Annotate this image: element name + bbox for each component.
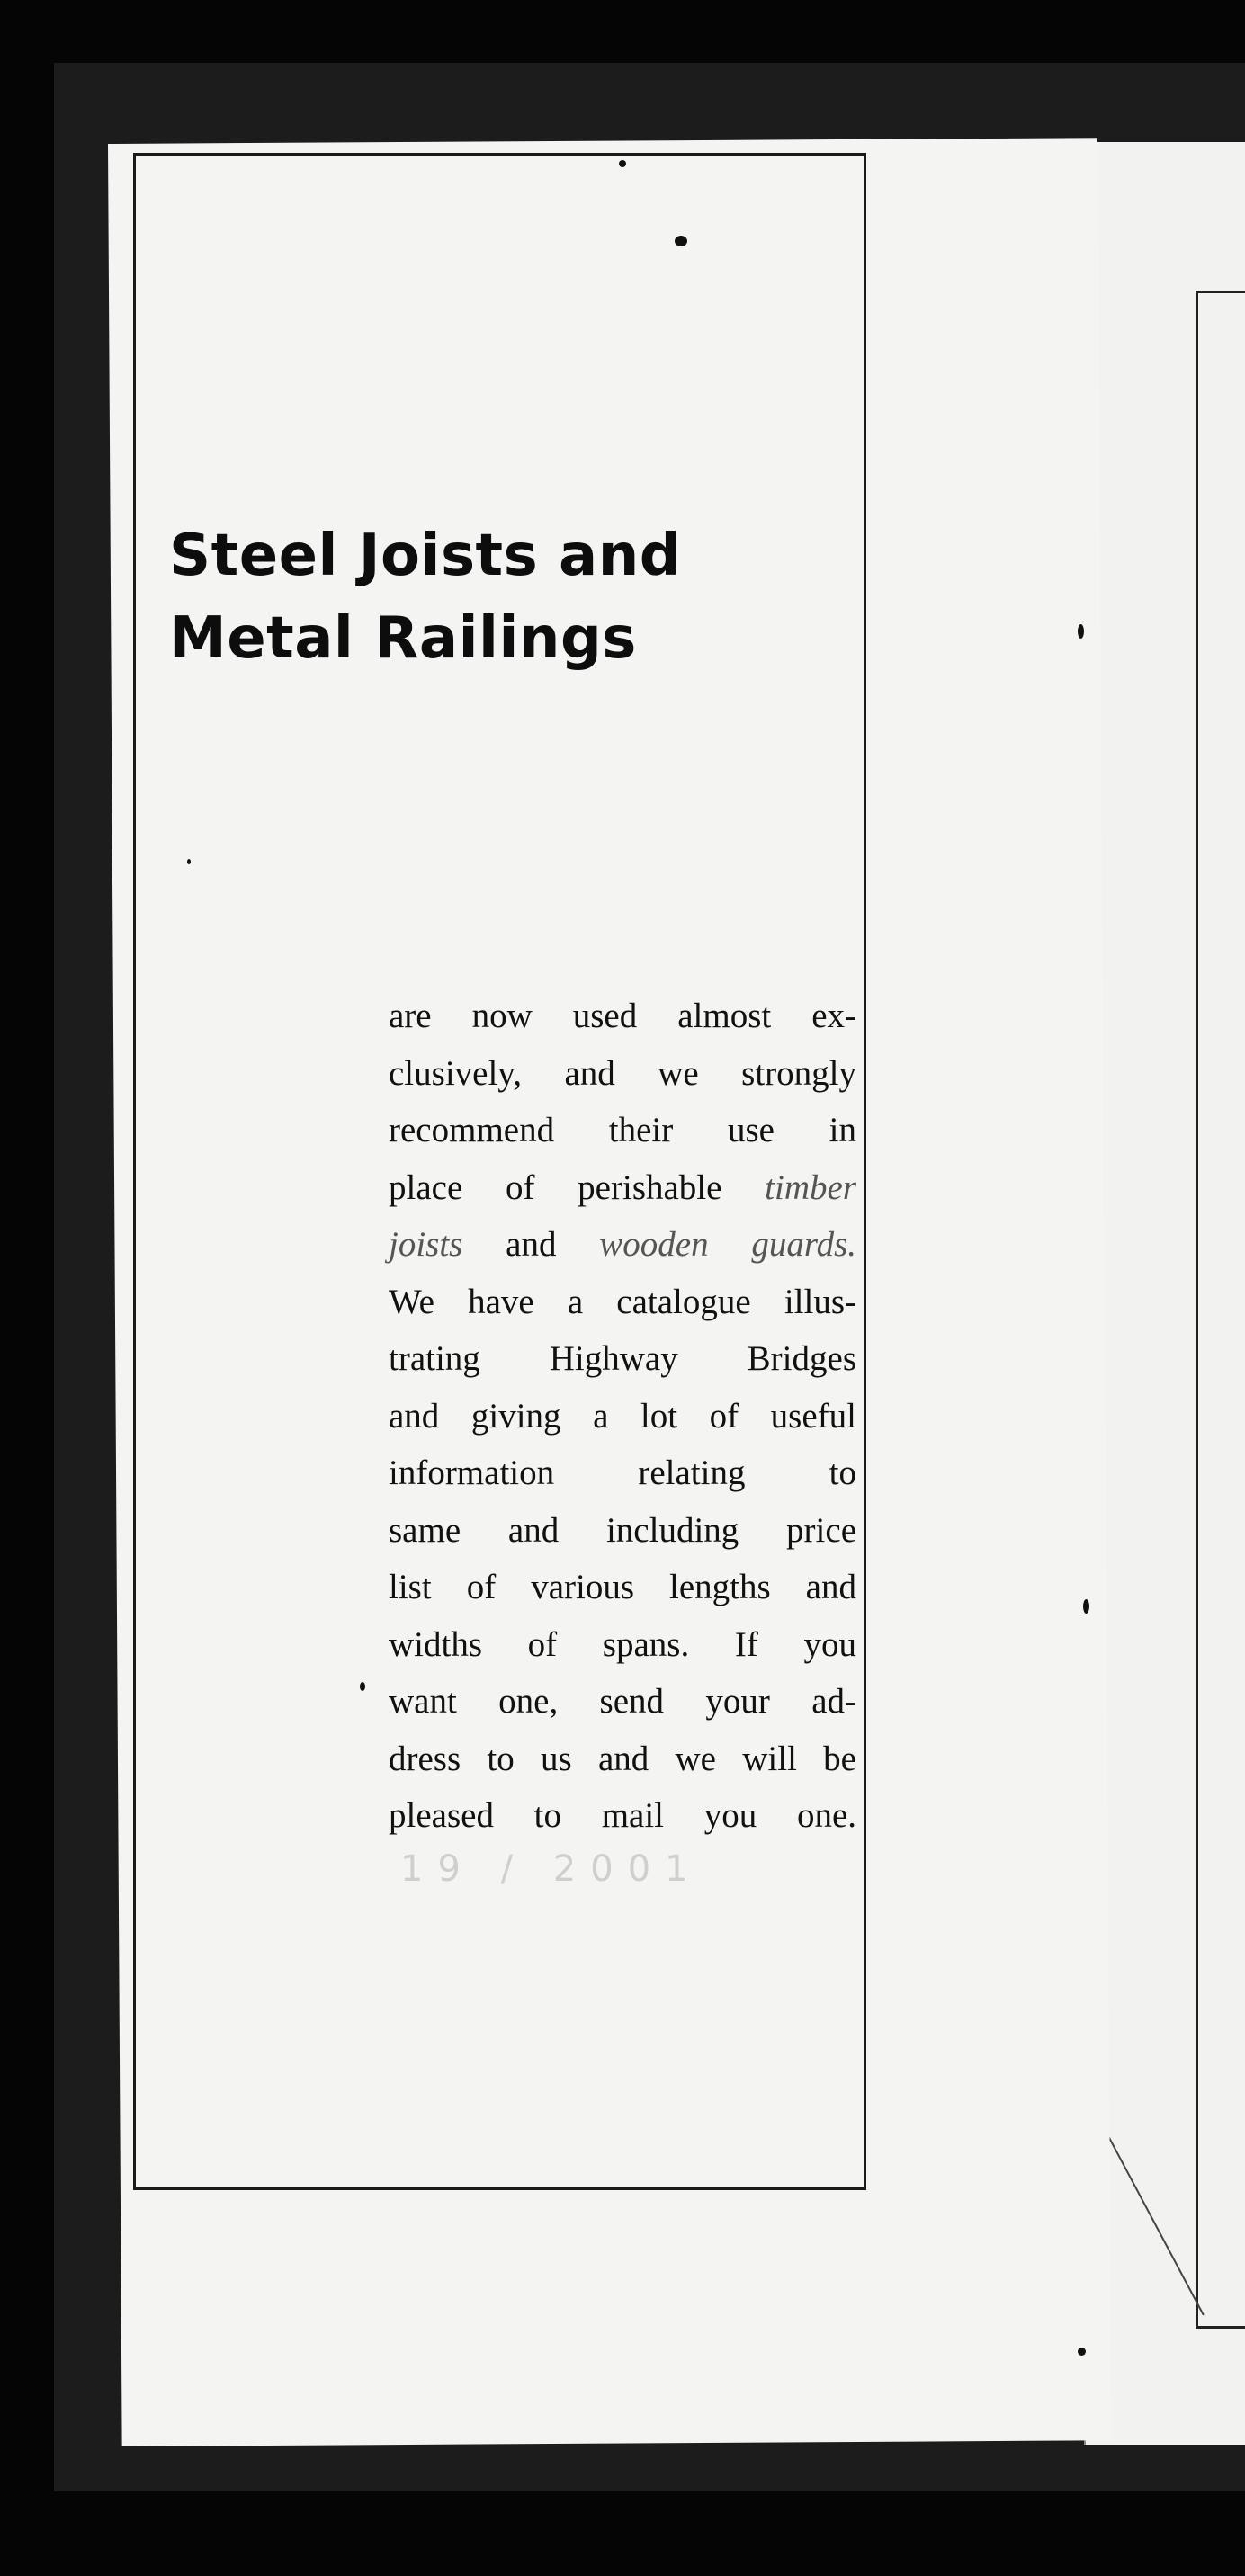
body-text-run: We have a catalogue illus- — [389, 1282, 856, 1321]
title-line-1: Steel Joists and — [169, 523, 682, 589]
faint-stamp: 19 / 2001 — [400, 1848, 703, 1890]
scan-speck — [1078, 624, 1084, 639]
body-line — [389, 1388, 856, 1445]
body-text-run: same and including price — [389, 1510, 856, 1550]
title-line-2: Metal Railings — [169, 605, 637, 672]
body-text-run: widths of spans. If you — [389, 1624, 856, 1664]
italic-text-run: joists — [389, 1225, 463, 1264]
body-line — [389, 1445, 856, 1502]
body-line — [389, 1159, 856, 1217]
body-text-run: want one, send your ad- — [389, 1682, 856, 1721]
body-line — [389, 1102, 856, 1159]
body-line — [389, 1330, 856, 1388]
body-line — [389, 1045, 856, 1103]
scan-speck — [1078, 2348, 1086, 2356]
body-text-run: dress to us and we will be — [389, 1739, 856, 1778]
body-text-run: list of various lengths and — [389, 1568, 856, 1606]
body-line — [389, 1673, 856, 1731]
scan-speck — [675, 236, 687, 246]
scan-speck — [187, 859, 191, 864]
body-text-run: pleased to mail you one. — [389, 1796, 856, 1835]
body-text-run: clusively, and we strongly — [389, 1053, 856, 1093]
body-line — [389, 1274, 856, 1331]
body-line — [389, 1787, 856, 1845]
body-line — [389, 988, 856, 1045]
scan-speck — [619, 160, 626, 167]
body-line — [389, 1616, 856, 1674]
body-text-run: and — [462, 1225, 600, 1264]
body-text-run: place of perishable — [389, 1167, 766, 1207]
body-line — [389, 1216, 856, 1274]
body-text-run: are now used almost ex- — [389, 997, 856, 1035]
body-text-run: information relating to — [389, 1453, 856, 1492]
body-line — [389, 1502, 856, 1560]
body-line — [389, 1731, 856, 1788]
body-text-run: and giving a lot of useful — [389, 1396, 856, 1436]
body-text-run: recommend their use in — [389, 1111, 856, 1149]
page-title — [169, 514, 853, 680]
body-line — [389, 1559, 856, 1616]
body-text-run: trating Highway Bridges — [389, 1339, 856, 1378]
italic-text-run: timber — [765, 1167, 856, 1207]
body-paragraph — [389, 988, 856, 1845]
adjacent-page-frame — [1196, 291, 1245, 2329]
italic-text-run: wooden guards. — [599, 1225, 857, 1264]
scan-speck — [1083, 1599, 1089, 1614]
scan-speck — [360, 1682, 365, 1691]
